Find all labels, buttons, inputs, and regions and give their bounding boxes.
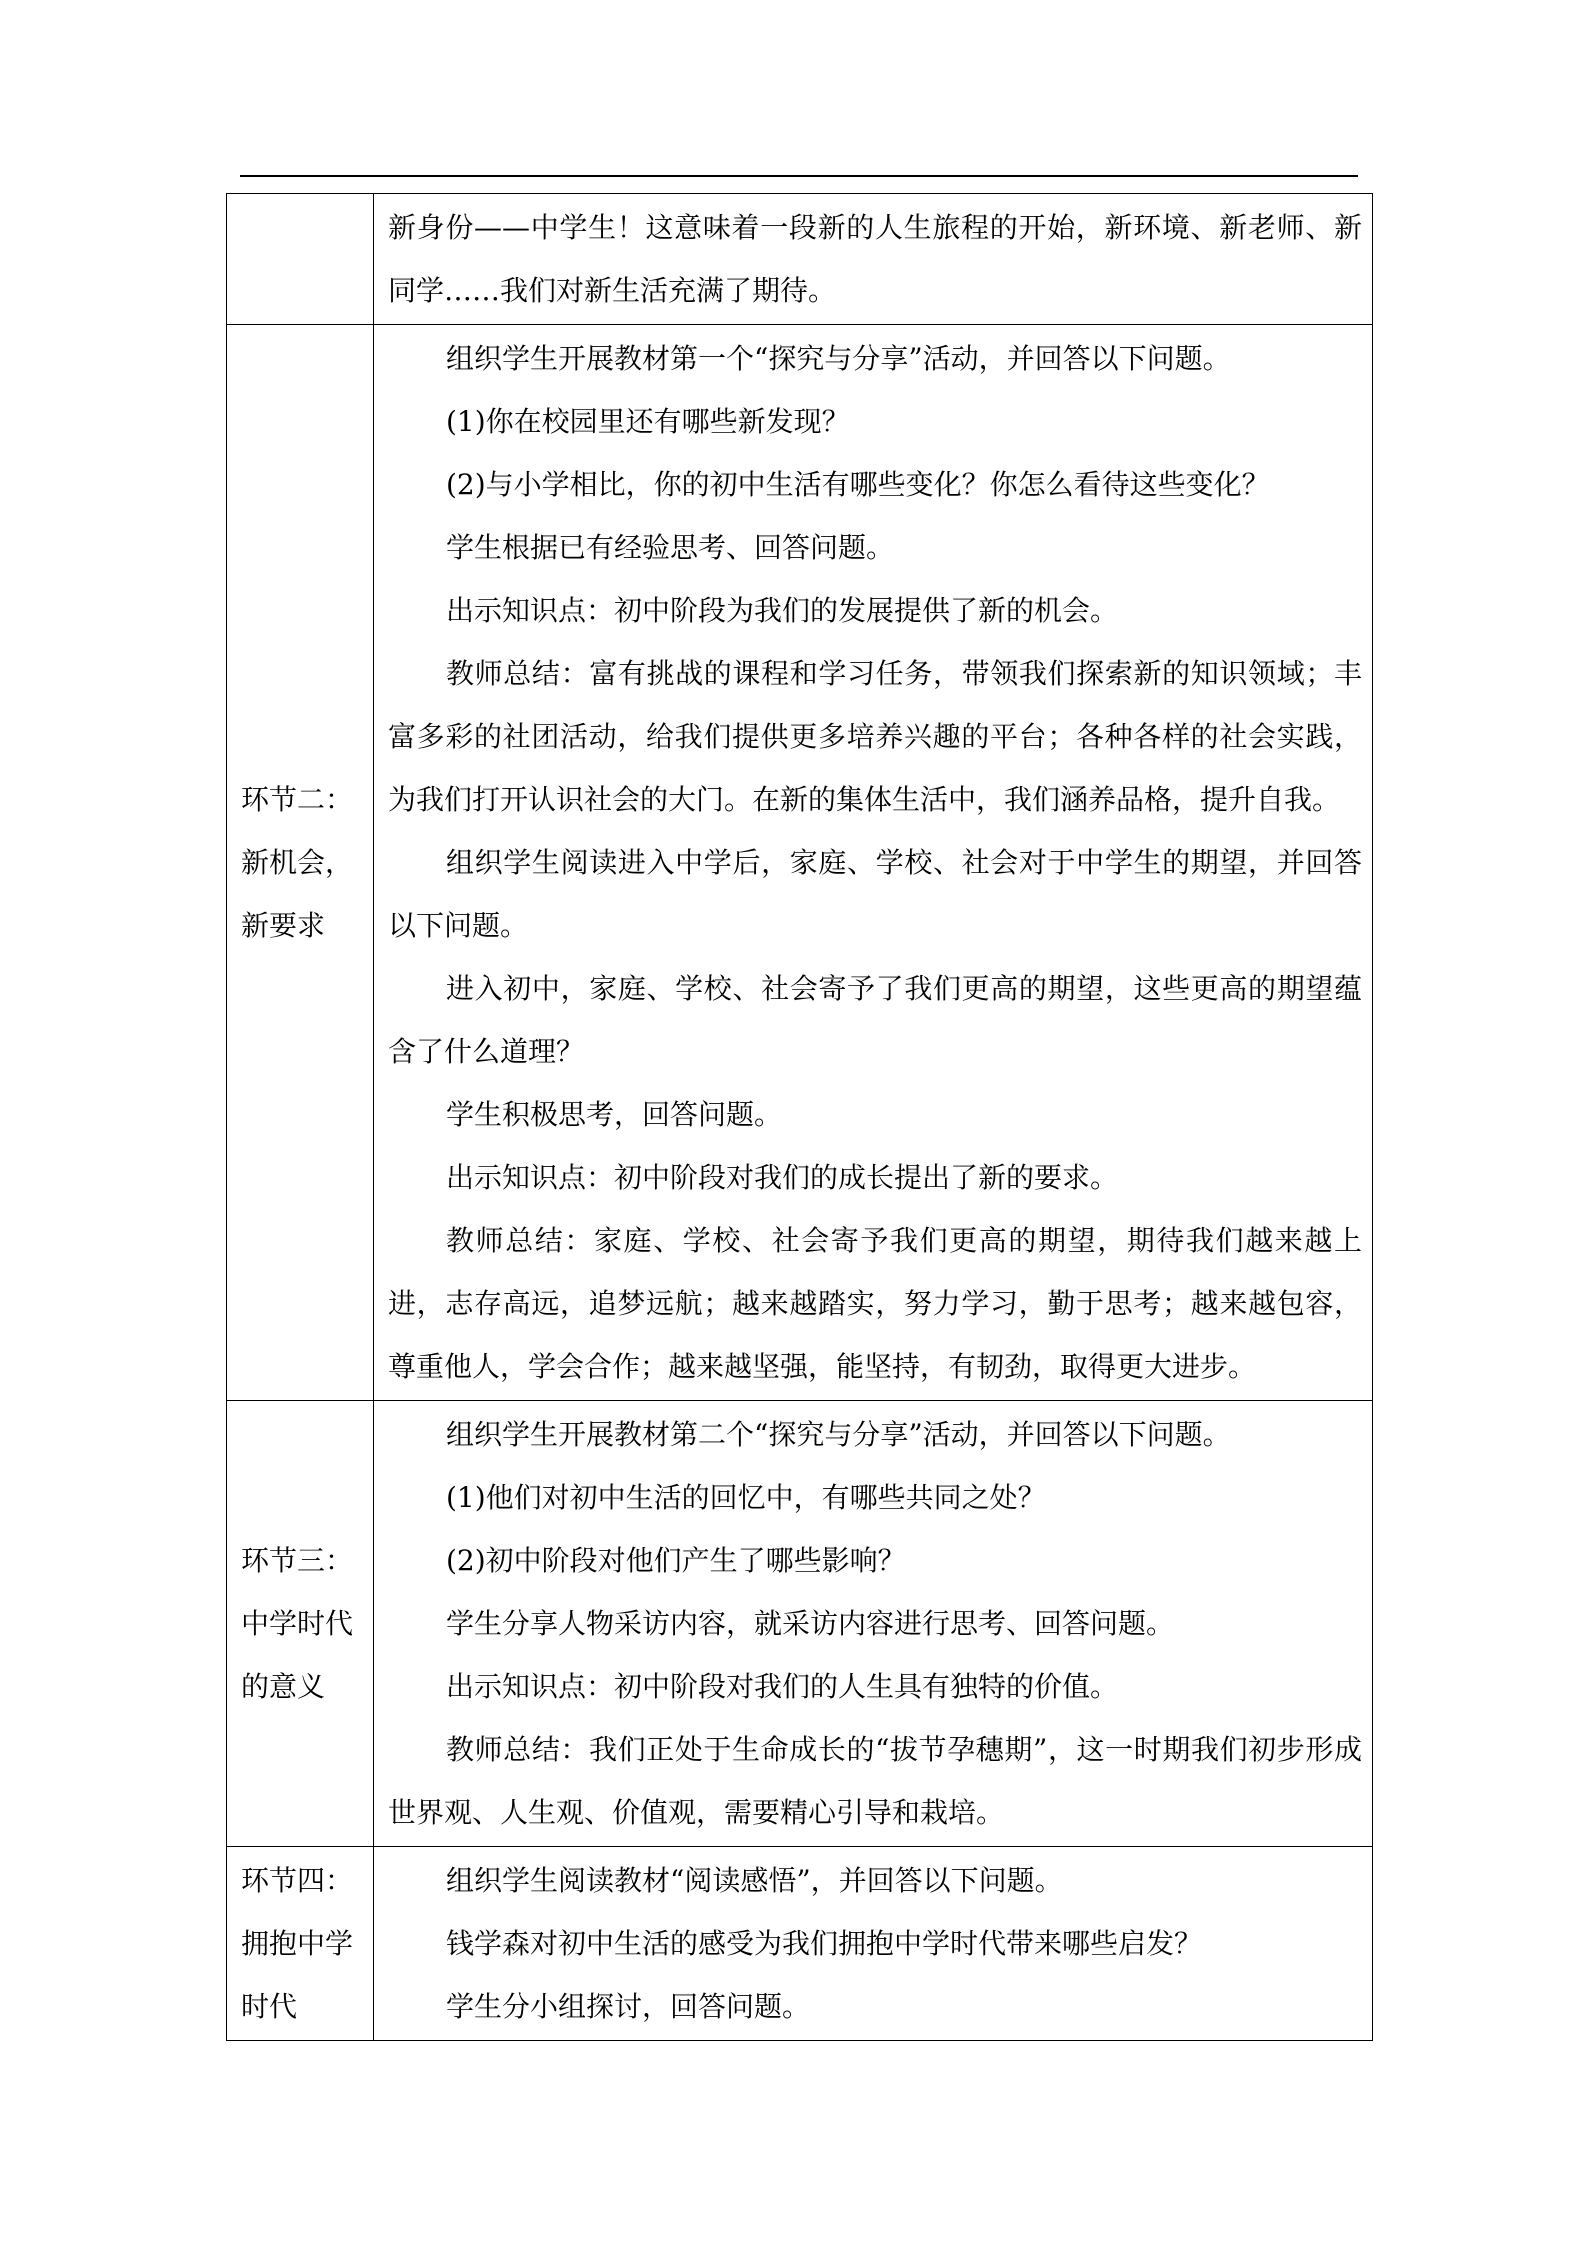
stage-label [227,1847,374,2041]
stage-label-line: 环节二： [241,783,354,816]
paragraph: (2)与小学相比，你的初中生活有哪些变化？你怎么看待这些变化？ [446,468,1270,501]
stage-label-line: 时代 [241,1990,298,2023]
header-rule [240,175,1358,177]
table-row-stage-4 [227,1847,1373,2041]
stage-label-line: 环节四： [241,1864,354,1897]
lesson-plan-table [226,193,1373,2041]
stage-label-line: 的意义 [241,1670,326,1703]
paragraph: 教师总结：富有挑战的课程和学习任务，带领我们探索新的知识领域；丰富多彩的社团活动，给我们提供更多培养兴趣的平台；各种各样的社会实践，为我们打开认识社会的大门。在新的集体生活中，我们涵养品格，提升自我。 [388,657,1362,816]
stage-content [374,1847,1373,2041]
stage-content [374,194,1373,325]
stage-label-line: 中学时代 [241,1607,354,1640]
stage-label-line: 新机会， [241,846,354,879]
stage-label-line: 环节三： [241,1544,354,1577]
table-row-stage-3 [227,1401,1373,1847]
paragraph: 新身份——中学生！这意味着一段新的人生旅程的开始，新环境、新老师、新同学……我们对新生活充满了期待。 [388,211,1362,307]
paragraph: 学生积极思考，回答问题。 [446,1098,783,1131]
table-row-stage-2 [227,325,1373,1401]
paragraph: 组织学生开展教材第一个“探究与分享”活动，并回答以下问题。 [446,342,1231,375]
paragraph: 出示知识点：初中阶段对我们的成长提出了新的要求。 [446,1161,1119,1194]
paragraph: (1)他们对初中生活的回忆中，有哪些共同之处？ [446,1481,1046,1514]
paragraph: 教师总结：家庭、学校、社会寄予我们更高的期望，期待我们越来越上进，志存高远，追梦远航；越来越踏实，努力学习，勤于思考；越来越包容，尊重他人，学会合作；越来越坚强，能坚持，有韧劲，取得更大进步。 [388,1224,1362,1383]
stage-label [227,325,374,1401]
paragraph: 组织学生阅读进入中学后，家庭、学校、社会对于中学生的期望，并回答以下问题。 [388,846,1362,942]
stage-label-line: 新要求 [241,909,326,942]
paragraph: (2)初中阶段对他们产生了哪些影响？ [446,1544,906,1577]
stage-label [227,1401,374,1847]
paragraph: 学生分小组探讨，回答问题。 [446,1990,811,2023]
paragraph: 组织学生开展教材第二个“探究与分享”活动，并回答以下问题。 [446,1418,1231,1451]
stage-label-empty [227,194,374,325]
stage-label-line: 拥抱中学 [241,1927,354,1960]
paragraph: 教师总结：我们正处于生命成长的“拔节孕穗期”，这一时期我们初步形成世界观、人生观、价值观，需要精心引导和栽培。 [388,1733,1362,1829]
paragraph: 出示知识点：初中阶段为我们的发展提供了新的机会。 [446,594,1119,627]
stage-content [374,325,1373,1401]
paragraph: 出示知识点：初中阶段对我们的人生具有独特的价值。 [446,1670,1119,1703]
paragraph: 进入初中，家庭、学校、社会寄予了我们更高的期望，这些更高的期望蕴含了什么道理？ [388,972,1362,1068]
stage-content [374,1401,1373,1847]
paragraph: 组织学生阅读教材“阅读感悟”，并回答以下问题。 [446,1864,1063,1897]
table-row-intro-continued [227,194,1373,325]
paragraph: (1)你在校园里还有哪些新发现？ [446,405,850,438]
paragraph: 学生根据已有经验思考、回答问题。 [446,531,895,564]
paragraph: 钱学森对初中生活的感受为我们拥抱中学时代带来哪些启发？ [446,1927,1203,1960]
paragraph: 学生分享人物采访内容，就采访内容进行思考、回答问题。 [446,1607,1175,1640]
